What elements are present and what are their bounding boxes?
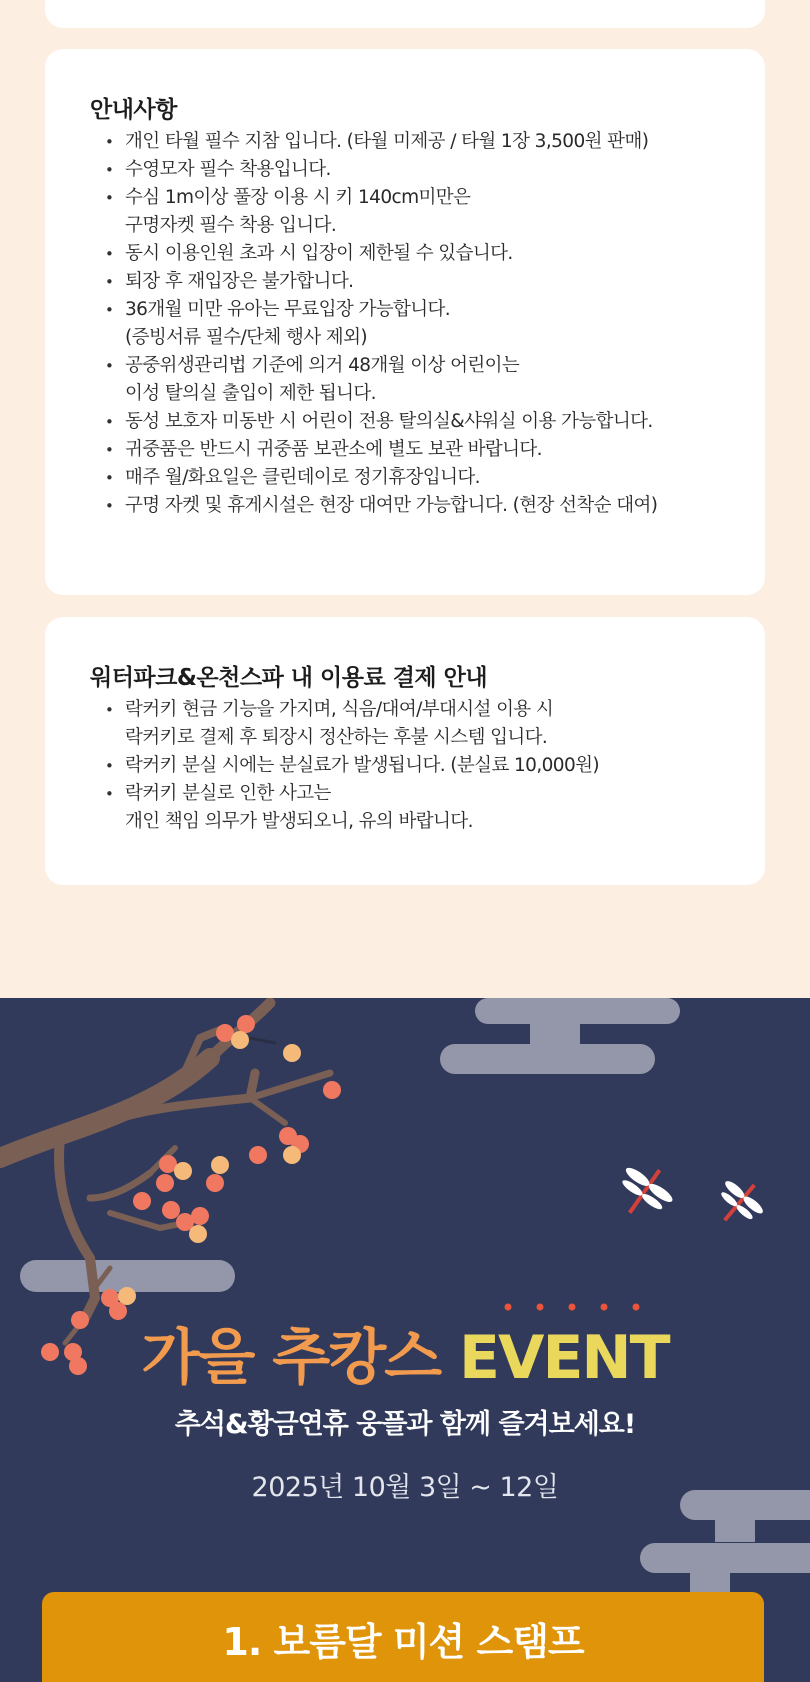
event-title — [0, 1310, 810, 1396]
notice-item-text: • 퇴장 후 재입장은 불가합니다. — [125, 271, 354, 292]
notice-list — [103, 128, 745, 520]
payment-item-text: • 락커키 현금 기능을 가지며, 식음/대여/부대시설 이용 시 — [125, 699, 554, 720]
event-date: 2025년 10월 3일 ~ 12일 — [251, 1472, 559, 1503]
payment-item — [103, 780, 745, 836]
payment-title: 워터파크&온천스파 내 이용료 결제 안내 — [90, 665, 488, 691]
mission-header — [42, 1592, 764, 1682]
notice-card — [45, 49, 765, 595]
notice-item-text: (증빙서류 필수/단체 행사 제외) — [125, 327, 367, 348]
payment-list — [103, 696, 745, 836]
notice-item-text: 구명자켓 필수 착용 입니다. — [125, 215, 337, 236]
event-subtitle: 추석&황금연휴 웅플과 함께 즐겨보세요! — [174, 1409, 636, 1440]
payment-item-text: 락커키로 결제 후 퇴장시 정산하는 후불 시스템 입니다. — [125, 727, 548, 748]
notice-item-text: • 수심 1m이상 풀장 이용 시 키 140cm미만은 — [125, 187, 471, 208]
notice-item — [103, 128, 745, 156]
notice-item — [103, 268, 745, 296]
payment-item-text: • 락커키 분실 시에는 분실료가 발생됩니다. (분실료 10,000원) — [125, 755, 600, 776]
notice-item — [103, 296, 745, 352]
notice-item — [103, 240, 745, 268]
notice-item — [103, 464, 745, 492]
previous-card — [45, 0, 765, 28]
notice-item — [103, 492, 745, 520]
notice-item-text: 이성 탈의실 출입이 제한 됩니다. — [125, 383, 376, 404]
notice-title: 안내사항 — [90, 97, 177, 123]
cloud-shape — [20, 998, 810, 1595]
notice-item-text: • 36개월 미만 유아는 무료입장 가능합니다. — [125, 299, 451, 320]
dragonfly-icon — [607, 1154, 773, 1236]
payment-card — [45, 617, 765, 885]
notice-item-text: • 동성 보호자 미동반 시 어린이 전용 탈의실&샤워실 이용 가능합니다. — [125, 411, 653, 432]
mission-label: 1. 보름달 미션 스탬프 — [222, 1620, 584, 1664]
notice-item-text: • 귀중품은 반드시 귀중품 보관소에 별도 보관 바랍니다. — [125, 439, 542, 460]
payment-item — [103, 752, 745, 780]
notice-item-text: • 공중위생관리법 기준에 의거 48개월 이상 어린이는 — [125, 355, 520, 376]
payment-item-text: 개인 책임 의무가 발생되오니, 유의 바랍니다. — [125, 811, 473, 832]
payment-item — [103, 696, 745, 752]
notice-item — [103, 436, 745, 464]
event-banner — [0, 998, 810, 1682]
notice-item — [103, 352, 745, 408]
notice-item — [103, 156, 745, 184]
notice-item — [103, 408, 745, 436]
event-title-english: EVENT — [459, 1323, 669, 1393]
notice-item-text: • 구명 자켓 및 휴게시설은 현장 대여만 가능합니다. (현장 선착순 대여) — [125, 495, 658, 516]
notice-item-text: • 매주 월/화요일은 클린데이로 정기휴장입니다. — [125, 467, 480, 488]
notice-item-text: • 동시 이용인원 초과 시 입장이 제한될 수 있습니다. — [125, 243, 513, 264]
notice-item — [103, 184, 745, 240]
payment-item-text: • 락커키 분실로 인한 사고는 — [125, 783, 331, 804]
notice-item-text: • 개인 타월 필수 지참 입니다. (타월 미제공 / 타월 1장 3,500원 판매) — [125, 131, 649, 152]
event-title-korean: 가을 추캉스 — [141, 1323, 441, 1393]
notice-item-text: • 수영모자 필수 착용입니다. — [125, 159, 331, 180]
